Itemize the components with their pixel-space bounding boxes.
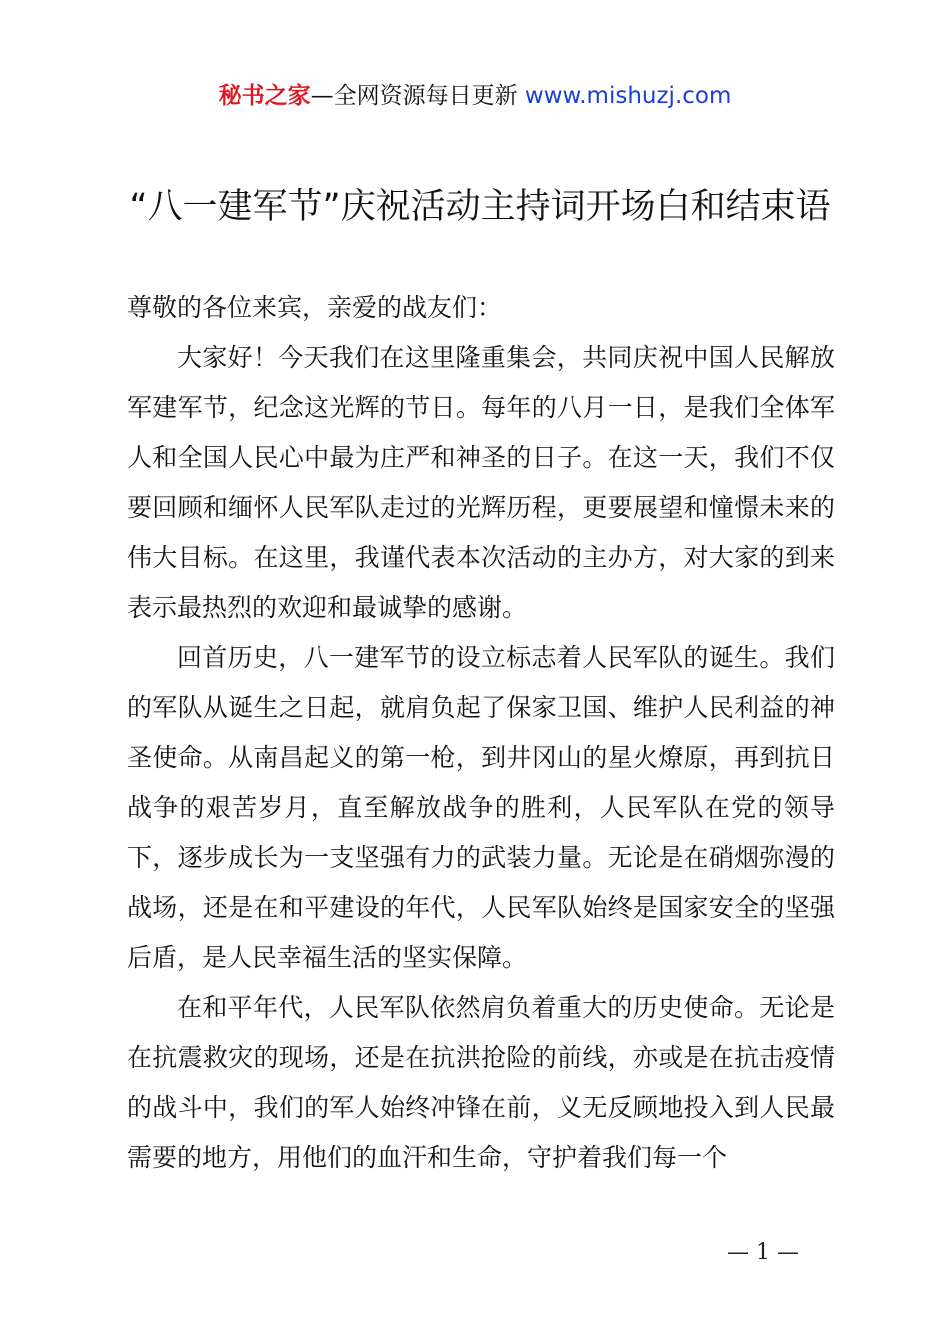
site-url: www.mishuzj.com [524,83,732,109]
paragraph-1: 大家好！今天我们在这里隆重集会，共同庆祝中国人民解放军建军节，纪念这光辉的节日。每年的八月一日，是我们全体军人和全国人民心中最为庄严和神圣的日子。在这一天，我们不仅要回顾和缅怀人民军队走过的光辉历程，更要展望和憧憬未来的伟大目标。在这里，我谨代表本次活动的主办方，对大家的到来表示最热烈的欢迎和最诚挚的感谢。 [127,343,835,622]
paragraph-2: 回首历史，八一建军节的设立标志着人民军队的诞生。我们的军队从诞生之日起，就肩负起了保家卫国、维护人民利益的神圣使命。从南昌起义的第一枪，到井冈山的星火燎原，再到抗日战争的艰苦岁月，直至解放战争的胜利，人民军队在党的领导下，逐步成长为一支坚强有力的武装力量。无论是在硝烟弥漫的战场，还是在和平建设的年代，人民军队始终是国家安全的坚强后盾，是人民幸福生活的坚实保障。 [127,643,835,972]
page-number: — 1 — [727,1240,799,1265]
site-tagline: —全网资源每日更新 [310,83,525,109]
document-title: “八一建军节”庆祝活动主持词开场白和结束语 [129,187,831,227]
document-body [127,283,835,1183]
site-banner [0,80,950,112]
site-brand: 秘书之家 [218,83,311,109]
salutation: 尊敬的各位来宾，亲爱的战友们： [127,293,503,322]
paragraph-3: 在和平年代，人民军队依然肩负着重大的历史使命。无论是在抗震救灾的现场，还是在抗洪抢险的前线，亦或是在抗击疫情的战斗中，我们的军人始终冲锋在前，义无反顾地投入到人民最需要的地方，用他们的血汗和生命，守护着我们每一个 [127,993,835,1172]
